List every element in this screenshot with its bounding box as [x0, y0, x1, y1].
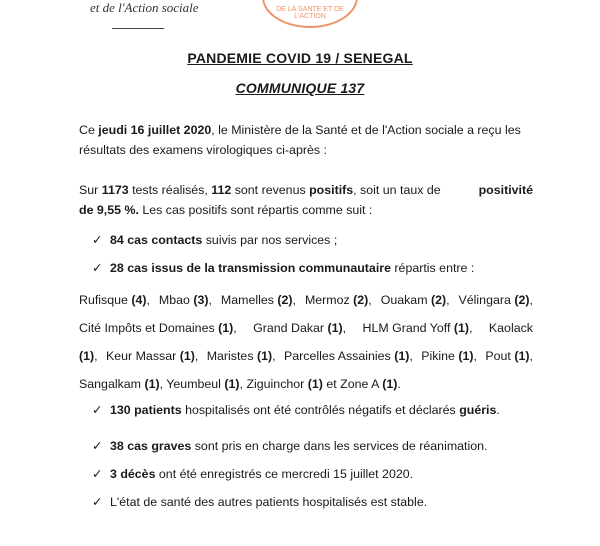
list-item-severe: ✓ 38 cas graves sont pris en charge dans les services de réanimation. — [92, 436, 542, 456]
check-icon: ✓ — [92, 495, 103, 509]
check-icon: ✓ — [92, 439, 103, 453]
list-item-stable: ✓ L'état de santé des autres patients hospitalisés est stable. — [92, 492, 542, 512]
header-rule — [112, 28, 164, 29]
location: Mermoz (2), — [304, 293, 372, 307]
location: Kaolack — [488, 321, 533, 335]
communique-number: COMMUNIQUE 137 — [235, 80, 365, 96]
tests-paragraph — [79, 180, 533, 220]
locations-line — [79, 314, 533, 342]
location: Mamelles (2), — [220, 293, 296, 307]
location: Sangalkam (1), — [79, 377, 164, 391]
list-item-deaths: ✓ 3 décès ont été enregistrés ce mercredi 15 juillet 2020. — [92, 464, 542, 484]
location: Ziguinchor (1) — [246, 377, 323, 391]
location: Parcelles Assainies (1), — [283, 349, 413, 363]
stamp-text: DE LA SANTE ET DE L'ACTION — [276, 6, 344, 20]
check-icon: ✓ — [92, 467, 103, 481]
tests-line-1: Sur 1173 tests réalisés, 112 sont revenus positifs, soit un taux de positivité — [79, 183, 533, 197]
list-item-recovered: ✓ 130 patients hospitalisés ont été contrôlés négatifs et déclarés guéris. — [92, 400, 542, 420]
location: (1), — [79, 349, 98, 363]
page-title: PANDEMIE COVID 19 / SENEGAL — [187, 50, 413, 66]
locations-list — [79, 286, 533, 398]
check-icon: ✓ — [92, 233, 103, 247]
location: Yeumbeul (1), — [166, 377, 243, 391]
location: Vélingara (2), — [458, 293, 533, 307]
location: Maristes (1), — [206, 349, 276, 363]
positive-count: 112 — [211, 183, 232, 197]
list-item-community: ✓ 28 cas issus de la transmission communautaire répartis entre : — [92, 258, 542, 278]
location: Keur Massar (1), — [106, 349, 199, 363]
tests-count: 1173 — [101, 183, 129, 197]
positivity-rate: de 9,55 %. — [79, 203, 139, 217]
locations-line — [79, 342, 533, 370]
check-icon: ✓ — [92, 403, 103, 417]
location: Grand Dakar (1), — [253, 321, 347, 335]
official-stamp — [262, 0, 358, 28]
location: HLM Grand Yoff (1), — [362, 321, 473, 335]
location: Cité Impôts et Domaines (1), — [79, 321, 237, 335]
report-date: jeudi 16 juillet 2020 — [98, 123, 212, 137]
locations-line — [79, 286, 533, 314]
list-item-contacts: ✓ 84 cas contacts suivis par nos services ; — [92, 230, 542, 250]
location: Mbao (3), — [158, 293, 212, 307]
location: et Zone A (1). — [326, 377, 401, 391]
location: Pout (1), — [485, 349, 533, 363]
intro-line-2: résultats des examens virologiques ci-après : — [79, 143, 327, 157]
ministry-line: et de l'Action sociale — [90, 0, 199, 15]
locations-line — [79, 370, 533, 398]
intro-paragraph — [79, 120, 533, 160]
location: Rufisque (4), — [79, 293, 150, 307]
check-icon: ✓ — [92, 261, 103, 275]
tests-line-2: de 9,55 %. Les cas positifs sont répartis comme suit : — [79, 203, 373, 217]
location: Pikine (1), — [421, 349, 477, 363]
location: Ouakam (2), — [380, 293, 450, 307]
intro-line-1: Ce jeudi 16 juillet 2020, le Ministère de la Santé et de l'Action sociale a reçu les — [79, 123, 521, 137]
